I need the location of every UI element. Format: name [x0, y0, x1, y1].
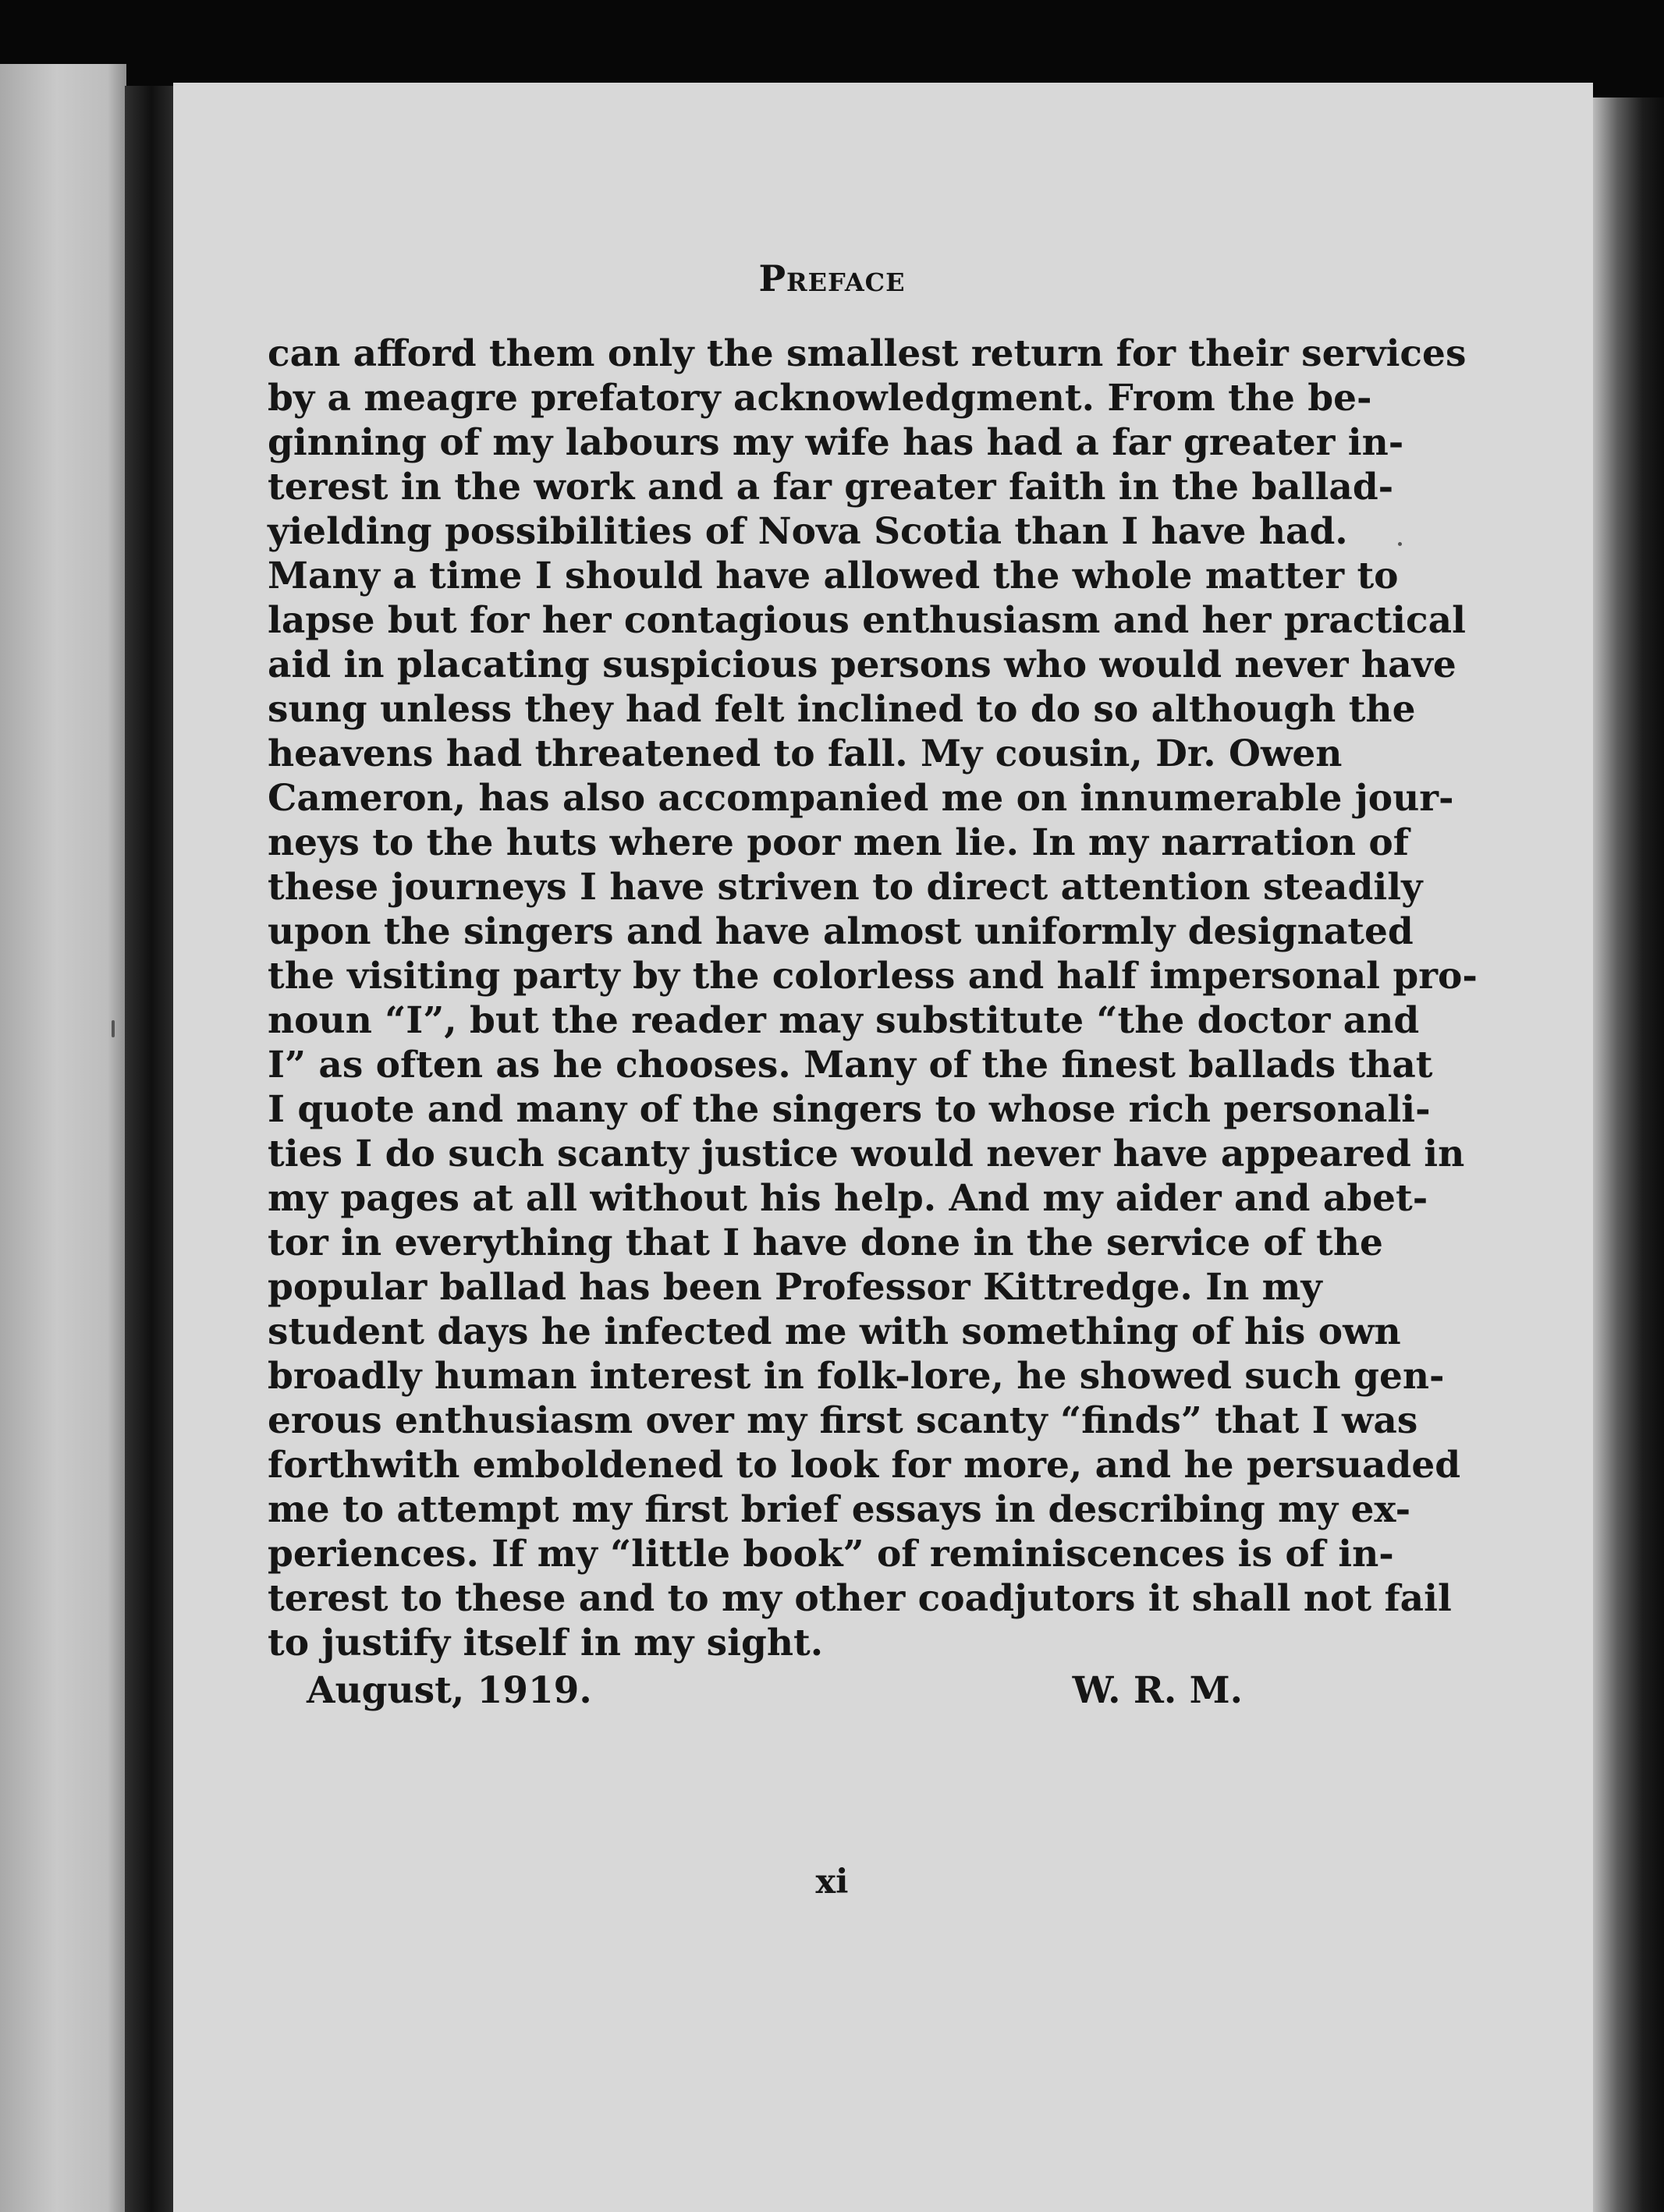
- text-line: I” as often as he chooses. Many of the finest ballads that: [268, 1044, 1433, 1087]
- text-line: periences. If my “little book” of reminiscences is of in-: [268, 1533, 1394, 1576]
- text-line: erous enthusiasm over my first scanty “finds” that I was: [268, 1399, 1418, 1442]
- running-head: Preface: [758, 257, 906, 300]
- text-line: yielding possibilities of Nova Scotia than I have had.: [268, 510, 1348, 553]
- text-line: noun “I”, but the reader may substitute “the doctor and: [268, 999, 1420, 1042]
- text-line: lapse but for her contagious enthusiasm and her practical: [268, 599, 1466, 642]
- text-line: to justify itself in my sight.: [268, 1622, 824, 1664]
- page-number: xi: [815, 1863, 849, 1902]
- text-line: the visiting party by the colorless and half impersonal pro-: [268, 955, 1478, 998]
- signoff-initials: W. R. M.: [1072, 1669, 1243, 1712]
- text-line: me to attempt my first brief essays in describing my ex-: [268, 1488, 1411, 1531]
- paper-speck: [1398, 542, 1402, 546]
- paper-speck: [112, 1020, 115, 1037]
- text-line: forthwith emboldened to look for more, and he persuaded: [268, 1444, 1461, 1487]
- text-line: I quote and many of the singers to whose rich personali-: [268, 1088, 1431, 1131]
- text-line: can afford them only the smallest return for their services: [268, 332, 1467, 375]
- text-line: student days he infected me with something of his own: [268, 1310, 1401, 1353]
- text-line: these journeys I have striven to direct attention steadily: [268, 866, 1423, 909]
- text-line: popular ballad has been Professor Kittredge. In my: [268, 1266, 1322, 1309]
- text-line: sung unless they had felt inclined to do so although the: [268, 688, 1416, 731]
- text-line: upon the singers and have almost uniformly designated: [268, 910, 1414, 953]
- text-line: neys to the huts where poor men lie. In my narration of: [268, 821, 1409, 864]
- signoff-date: August, 1919.: [307, 1669, 592, 1712]
- text-line: broadly human interest in folk-lore, he showed such gen-: [268, 1355, 1445, 1398]
- text-line: aid in placating suspicious persons who would never have: [268, 643, 1456, 686]
- text-line: heavens had threatened to fall. My cousin, Dr. Owen: [268, 732, 1343, 775]
- text-line: by a meagre prefatory acknowledgment. From the be-: [268, 377, 1372, 420]
- text-line: ginning of my labours my wife has had a far greater in-: [268, 421, 1404, 464]
- text-line: my pages at all without his help. And my aider and abet-: [268, 1177, 1428, 1220]
- preface-body-text: [268, 331, 1478, 1665]
- text-line: Cameron, has also accompanied me on innumerable jour-: [268, 777, 1454, 820]
- text-line: Many a time I should have allowed the whole matter to: [268, 555, 1399, 597]
- text-line: tor in everything that I have done in the service of the: [268, 1221, 1383, 1264]
- signoff: [307, 1669, 1243, 1724]
- text-line: ties I do such scanty justice would never have appeared in: [268, 1133, 1465, 1175]
- text-line: terest in the work and a far greater faith in the ballad-: [268, 466, 1394, 509]
- text-line: terest to these and to my other coadjutors it shall not fail: [268, 1577, 1452, 1620]
